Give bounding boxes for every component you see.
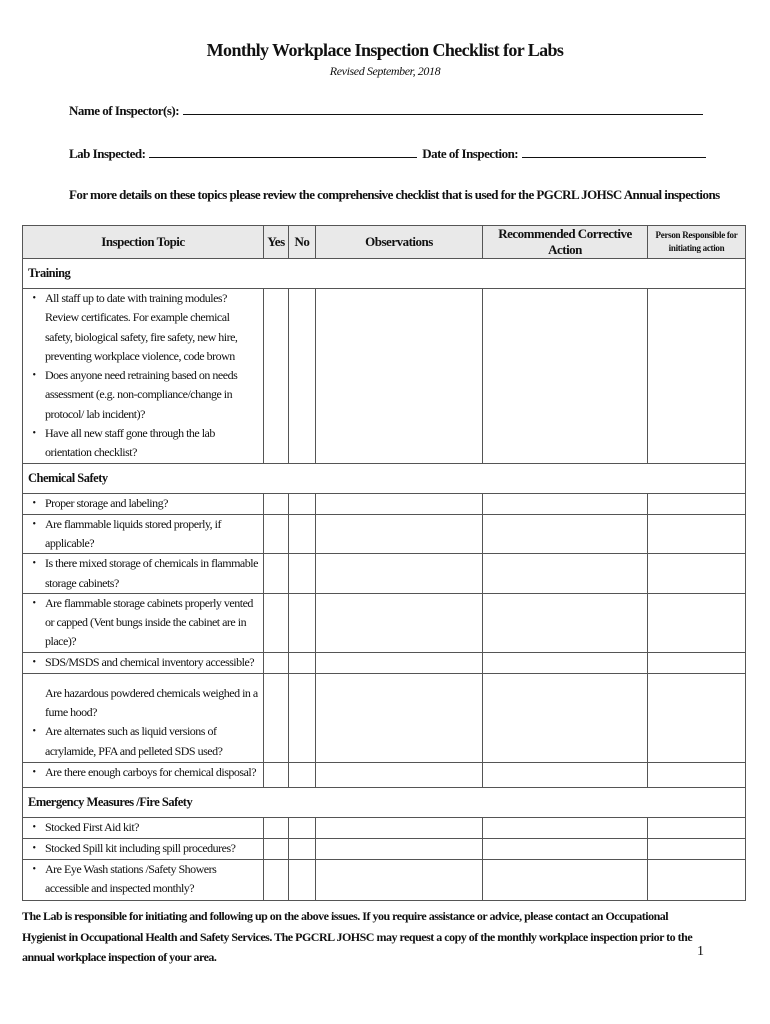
bullet-icon: • bbox=[32, 597, 36, 609]
no-cell[interactable] bbox=[289, 652, 316, 673]
bullet-icon: • bbox=[32, 518, 36, 530]
page-number: 1 bbox=[697, 944, 704, 959]
section-row bbox=[23, 787, 746, 817]
observations-cell[interactable] bbox=[316, 838, 483, 859]
table-row bbox=[23, 673, 746, 762]
no-cell[interactable] bbox=[289, 817, 316, 838]
inspection-topic-cell bbox=[23, 817, 264, 838]
yes-cell[interactable] bbox=[264, 652, 289, 673]
inspection-topic-cell bbox=[23, 652, 264, 673]
checklist-item-text: Does anyone need retraining based on needs assessment (e.g. non-compliance/change in protocol/ lab incident)? bbox=[45, 368, 238, 421]
table-row bbox=[23, 514, 746, 554]
checklist-item-text: Are flammable liquids stored properly, if applicable? bbox=[45, 516, 221, 550]
no-cell[interactable] bbox=[289, 514, 316, 554]
revision-date: Revised September, 2018 bbox=[329, 64, 441, 78]
table-row bbox=[23, 554, 746, 594]
details-note: For more details on these topics please review the comprehensive checklist that is used for the PGCRL JOHSC Annual inspections bbox=[69, 187, 720, 202]
table-row bbox=[23, 838, 746, 859]
table-row bbox=[23, 593, 746, 652]
observations-cell[interactable] bbox=[316, 673, 483, 762]
checklist-item-text: Have all new staff gone through the lab orientation checklist? bbox=[45, 426, 215, 460]
table-row bbox=[23, 289, 746, 464]
inspection-topic-cell bbox=[23, 838, 264, 859]
checklist-item bbox=[23, 722, 259, 761]
person-responsible-cell[interactable] bbox=[648, 859, 746, 900]
lab-and-date-field bbox=[69, 145, 706, 162]
checklist-item-text: Stocked First Aid kit? bbox=[45, 819, 139, 834]
header-observations: Observations bbox=[316, 226, 483, 259]
checklist-item-text: Are alternates such as liquid versions of acrylamide, PFA and pelleted SDS used? bbox=[45, 724, 223, 758]
checklist-item-text: Proper storage and labeling? bbox=[45, 495, 168, 510]
table-row bbox=[23, 762, 746, 787]
yes-cell[interactable] bbox=[264, 514, 289, 554]
inspection-checklist-table bbox=[22, 225, 746, 901]
table-header-row bbox=[23, 226, 746, 259]
checklist-item bbox=[23, 554, 259, 593]
observations-cell[interactable] bbox=[316, 817, 483, 838]
corrective-action-cell[interactable] bbox=[483, 838, 648, 859]
person-responsible-cell[interactable] bbox=[648, 817, 746, 838]
checklist-item-text: Are flammable storage cabinets properly vented or capped (Vent bungs inside the cabinet are in place)? bbox=[45, 595, 253, 649]
yes-cell[interactable] bbox=[264, 762, 289, 787]
checklist-item bbox=[23, 494, 259, 513]
observations-cell[interactable] bbox=[316, 493, 483, 514]
corrective-action-cell[interactable] bbox=[483, 673, 648, 762]
person-responsible-cell[interactable] bbox=[648, 493, 746, 514]
table-row bbox=[23, 493, 746, 514]
no-cell[interactable] bbox=[289, 838, 316, 859]
header-corrective-action: Recommended Corrective Action bbox=[483, 226, 648, 259]
checklist-item bbox=[23, 684, 259, 723]
bullet-icon: • bbox=[32, 766, 36, 778]
observations-cell[interactable] bbox=[316, 762, 483, 787]
no-cell[interactable] bbox=[289, 554, 316, 594]
inspection-date-blank[interactable] bbox=[522, 145, 706, 158]
header-person-responsible: Person Responsible for initiating action bbox=[648, 226, 746, 259]
checklist-item bbox=[23, 366, 259, 424]
header-yes: Yes bbox=[264, 226, 289, 259]
no-cell[interactable] bbox=[289, 673, 316, 762]
section-heading: Chemical Safety bbox=[23, 463, 746, 493]
person-responsible-cell[interactable] bbox=[648, 838, 746, 859]
corrective-action-cell[interactable] bbox=[483, 652, 648, 673]
bullet-icon: • bbox=[32, 656, 36, 668]
yes-cell[interactable] bbox=[264, 554, 289, 594]
checklist-item bbox=[23, 860, 259, 899]
document-title: Monthly Workplace Inspection Checklist for Labs bbox=[206, 40, 564, 60]
bullet-spacer bbox=[23, 684, 45, 723]
person-responsible-cell[interactable] bbox=[648, 593, 746, 652]
checklist-item bbox=[23, 763, 259, 782]
inspection-topic-cell bbox=[23, 514, 264, 554]
person-responsible-cell[interactable] bbox=[648, 652, 746, 673]
section-heading: Training bbox=[23, 259, 746, 289]
person-responsible-cell[interactable] bbox=[648, 514, 746, 554]
observations-cell[interactable] bbox=[316, 859, 483, 900]
observations-cell[interactable] bbox=[316, 514, 483, 554]
bullet-icon: • bbox=[32, 370, 36, 382]
inspection-date-label: Date of Inspection: bbox=[422, 146, 519, 161]
section-heading: Emergency Measures /Fire Safety bbox=[23, 787, 746, 817]
yes-cell[interactable] bbox=[264, 593, 289, 652]
yes-cell[interactable] bbox=[264, 817, 289, 838]
inspection-topic-cell bbox=[23, 493, 264, 514]
bullet-icon: • bbox=[32, 821, 36, 833]
footer-note: The Lab is responsible for initiating and following up on the above issues. If you require assistance or advice, please contact an Occupational Hygienist in Occupational Health and Safety Services. The PGCRL JOHSC may request a copy of the monthly workplace inspection prior to the annual workplace inspection of your area. bbox=[22, 909, 693, 964]
observations-cell[interactable] bbox=[316, 652, 483, 673]
checklist-item-text: Are there enough carboys for chemical disposal? bbox=[45, 764, 257, 779]
no-cell[interactable] bbox=[289, 762, 316, 787]
table-row bbox=[23, 817, 746, 838]
yes-cell[interactable] bbox=[264, 838, 289, 859]
inspector-name-field bbox=[69, 102, 703, 119]
inspection-topic-cell bbox=[23, 554, 264, 594]
table-row bbox=[23, 859, 746, 900]
yes-cell[interactable] bbox=[264, 493, 289, 514]
checklist-item bbox=[23, 594, 259, 652]
bullet-icon: • bbox=[32, 558, 36, 570]
yes-cell[interactable] bbox=[264, 673, 289, 762]
inspection-topic-cell bbox=[23, 593, 264, 652]
no-cell[interactable] bbox=[289, 859, 316, 900]
checklist-item bbox=[23, 424, 259, 463]
yes-cell[interactable] bbox=[264, 289, 289, 464]
corrective-action-cell[interactable] bbox=[483, 593, 648, 652]
checklist-item-text: SDS/MSDS and chemical inventory accessible? bbox=[45, 654, 255, 669]
corrective-action-cell[interactable] bbox=[483, 817, 648, 838]
no-cell[interactable] bbox=[289, 593, 316, 652]
observations-cell[interactable] bbox=[316, 593, 483, 652]
no-cell[interactable] bbox=[289, 493, 316, 514]
section-row bbox=[23, 463, 746, 493]
checklist-item bbox=[23, 818, 259, 837]
observations-cell[interactable] bbox=[316, 289, 483, 464]
inspection-topic-cell bbox=[23, 762, 264, 787]
bullet-icon: • bbox=[32, 863, 36, 875]
checklist-item bbox=[23, 653, 259, 672]
checklist-item-text: Stocked Spill kit including spill procedures? bbox=[45, 840, 236, 855]
inspection-topic-cell bbox=[23, 859, 264, 900]
no-cell[interactable] bbox=[289, 289, 316, 464]
section-row bbox=[23, 259, 746, 289]
checklist-body bbox=[23, 259, 746, 901]
inspection-topic-cell bbox=[23, 289, 264, 464]
corrective-action-cell[interactable] bbox=[483, 289, 648, 464]
person-responsible-cell[interactable] bbox=[648, 554, 746, 594]
bullet-icon: • bbox=[32, 497, 36, 509]
checklist-item-text: Are hazardous powdered chemicals weighed in a fume hood? bbox=[45, 685, 258, 720]
corrective-action-cell[interactable] bbox=[483, 762, 648, 787]
person-responsible-cell[interactable] bbox=[648, 762, 746, 787]
header-inspection-topic: Inspection Topic bbox=[23, 226, 264, 259]
inspection-topic-cell bbox=[23, 673, 264, 762]
yes-cell[interactable] bbox=[264, 859, 289, 900]
person-responsible-cell[interactable] bbox=[648, 289, 746, 464]
header-no: No bbox=[289, 226, 316, 259]
table-row bbox=[23, 652, 746, 673]
checklist-item bbox=[23, 289, 259, 366]
corrective-action-cell[interactable] bbox=[483, 514, 648, 554]
lab-inspected-blank[interactable] bbox=[149, 145, 417, 158]
bullet-icon: • bbox=[32, 726, 36, 738]
lab-inspected-label: Lab Inspected: bbox=[69, 146, 146, 161]
corrective-action-cell[interactable] bbox=[483, 859, 648, 900]
checklist-item bbox=[23, 515, 259, 554]
checklist-item-text: All staff up to date with training modules? Review certificates. For example chemical safety, biological safety, fire safety, new hire, preventing workplace violence, code brown bbox=[45, 291, 238, 363]
checklist-item bbox=[23, 839, 259, 858]
inspector-name-blank[interactable] bbox=[183, 102, 703, 115]
inspector-name-label: Name of Inspector(s): bbox=[69, 103, 180, 118]
corrective-action-cell[interactable] bbox=[483, 554, 648, 594]
observations-cell[interactable] bbox=[316, 554, 483, 594]
checklist-item-text: Are Eye Wash stations /Safety Showers accessible and inspected monthly? bbox=[45, 861, 217, 896]
bullet-icon: • bbox=[32, 293, 36, 304]
corrective-action-cell[interactable] bbox=[483, 493, 648, 514]
bullet-icon: • bbox=[32, 428, 36, 440]
checklist-item-text: Is there mixed storage of chemicals in flammable storage cabinets? bbox=[45, 556, 258, 590]
bullet-icon: • bbox=[32, 842, 36, 854]
person-responsible-cell[interactable] bbox=[648, 673, 746, 762]
